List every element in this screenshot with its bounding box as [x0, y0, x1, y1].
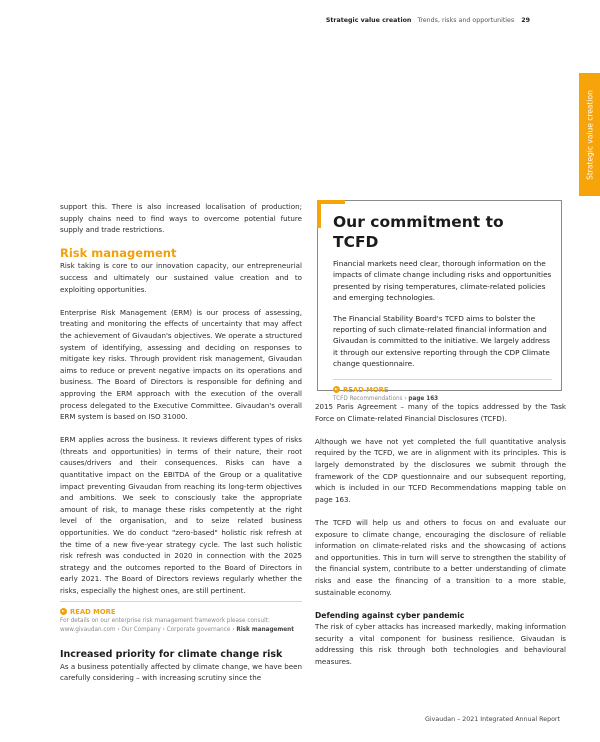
link-givaudan-site[interactable]: www.givaudan.com: [60, 626, 116, 633]
tcfd-paragraph-1: Financial markets need clear, thorough information on the impacts of climate change including risks and opportunities presented by rising temperatures, climate-related policies and emerging technologies.: [333, 259, 552, 303]
risk-management-heading: Risk management: [60, 246, 177, 261]
right-column: [315, 401, 566, 679]
breadcrumb-sep: ›: [162, 626, 165, 633]
read-more-tcfd[interactable]: [333, 385, 552, 395]
breadcrumb-sep: ›: [232, 626, 235, 633]
link-corporate-governance[interactable]: Corporate governance: [166, 626, 231, 633]
left-column: [60, 201, 302, 695]
page-footer: Givaudan – 2021 Integrated Annual Report: [425, 716, 560, 723]
breadcrumb-sep: ›: [404, 395, 407, 402]
read-more-erm-text: [60, 617, 302, 635]
cyber-heading: Defending against cyber pandemic: [315, 610, 465, 620]
link-our-company[interactable]: Our Company: [121, 626, 161, 633]
section-side-tab[interactable]: [579, 73, 600, 196]
link-tcfd-recommendations[interactable]: TCFD Recommendations: [333, 395, 403, 402]
page-number: 29: [521, 17, 530, 24]
side-tab-label: Strategic value creation: [585, 89, 594, 180]
breadcrumb-sep: ›: [117, 626, 120, 633]
right-paragraph-3: The TCFD will help us and others to focus on and evaluate our exposure to climate change, encouraging the disclosure of reliable information on climate-related risks and the showcasing of actions and opportunities. This in turn will serve to strengthen the stability of the financial system, contribute to a better understanding of climate risks and ease the financing of a transition to a more stable, sustainable economy.: [315, 517, 566, 597]
corner-accent: [317, 200, 321, 228]
intro-paragraph: support this. There is also increased localisation of production; supply chains need to find ways to overcome potential future supply and trade restrictions.: [60, 202, 302, 235]
erm-link-path[interactable]: [60, 626, 302, 635]
link-risk-management[interactable]: Risk management: [236, 626, 294, 633]
divider: [333, 379, 552, 380]
header-subsection: Trends, risks and opportunities: [417, 17, 515, 24]
cyber-paragraph: The risk of cyber attacks has increased markedly, making information security a vital component for business resilience. Givaudan is addressing this risk through both technologies and behavioural measures.: [315, 622, 566, 667]
header-section: Strategic value creation: [325, 17, 412, 24]
risk-paragraph-3: ERM applies across the business. It reviews different types of risks (threats and opportunities) in terms of their nature, their root causes/drivers and their consequences. Risks can have a quantitative impact on the EBITDA of the Group or a qualitative impact preventing Givaudan from reaching its long-term objectives and ambitions. We seek to consciously take the appropriate amount of risk, to manage these risks competently at the right level of the organisation, and to seize related business opportunities. We do conduct "zero-based" holistic risk refresh at the time of a new five-year strategy cycle. The last such holistic risk refresh was conducted in 2020 in connection with the 2025 strategy and the outcomes reported to the Board of Directors in early 2021. The Board of Directors reviews regularly whether the risks, especially the highest ones, are still pertinent.: [60, 435, 302, 595]
arrow-circle-icon: [333, 386, 340, 393]
right-paragraph-2: Although we have not yet completed the full quantitative analysis required by the TCFD, we are in alignment with its principles. This is largely demonstrated by the disclosures we submit through the framework of the CDP questionnaire and our subsequent reporting, which is included in our TCFD Recommendations mapping table on page 163.: [315, 436, 566, 504]
arrow-circle-icon: [60, 608, 67, 615]
read-more-label: READ MORE: [70, 607, 116, 616]
running-header: [326, 17, 530, 24]
right-paragraph-1: 2015 Paris Agreement – many of the topics addressed by the Task Force on Climate-related Financial Disclosures (TCFD).: [315, 402, 566, 423]
read-more-label: READ MORE: [343, 385, 389, 394]
read-more-line: For details on our enterprise risk management framework please consult:: [60, 617, 270, 624]
tcfd-paragraph-2: The Financial Stability Board's TCFD aims to bolster the reporting of such climate-related financial information and Givaudan is committed to the initiative. We largely address it through our extensive reporting through the CDP Climate change questionnaire.: [333, 313, 550, 369]
climate-paragraph: As a business potentially affected by climate change, we have been carefully considering – with increasing scrutiny since the: [60, 661, 302, 683]
climate-risk-heading: Increased priority for climate change risk: [60, 648, 283, 660]
link-page-ref[interactable]: page 163: [408, 395, 439, 402]
corner-accent: [317, 200, 345, 204]
divider: [60, 601, 302, 602]
tcfd-title: Our commitment to TCFD: [333, 213, 504, 251]
tcfd-callout-box: [317, 200, 562, 402]
read-more-erm[interactable]: [60, 607, 302, 617]
risk-paragraph-2: Enterprise Risk Management (ERM) is our process of assessing, treating and monitoring the effects of uncertainty that may affect the achievement of Givaudan's objectives. We operate a structured system of identifying, assessing and deciding on responses to mitigate key risks. Through provident risk management, Givaudan aims to reduce or prevent negative impacts on its operations and business. The Board of Directors is responsible for defining and approving the ERM approach with the execution of the overall process delegated to the Executive Committee. Givaudan's overall ERM system is based on ISO 31000.: [60, 307, 302, 422]
risk-paragraph-1: Risk taking is core to our innovation capacity, our entrepreneurial success and ultimately our sustained value creation and to exploiting opportunities.: [60, 261, 302, 294]
